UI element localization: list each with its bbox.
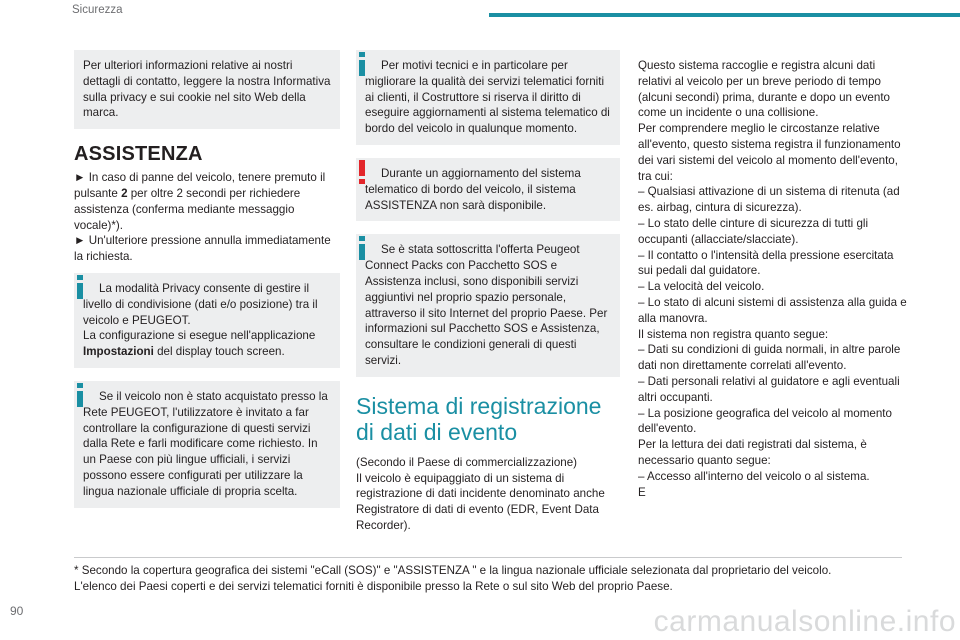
- info-icon: [356, 236, 368, 260]
- edr-country-note: (Secondo il Paese di commercializzazione): [356, 455, 578, 469]
- edr-paragraph: Per la lettura dei dati registrati dal sistema, è necessario quanto segue:: [638, 438, 867, 467]
- header-accent-bar: [489, 13, 960, 17]
- info-box-contact: [74, 50, 340, 129]
- edr-description: Il veicolo è equipaggiato di un sistema di registrazione di dati incidente denominato anche Registratore di dati di evento (EDR, Event Data Recorder).: [356, 471, 605, 532]
- assistance-step-2: ► Un'ulteriore pressione annulla immediatamente la richiesta.: [74, 234, 331, 264]
- page-number: 90: [10, 604, 24, 618]
- info-box-connect-packs: [356, 234, 620, 376]
- warning-icon: [356, 160, 368, 184]
- assistance-heading: ASSISTENZA: [74, 143, 203, 166]
- dealer-text: Se il veicolo non è stato acquistato presso la Rete PEUGEOT, l'utilizzatore è invitato a far controllare la configurazione di questi servizi dalla Rete e farli modificare come richiesto. In un Paese con più lingue ufficiali, i servizi possono essere configurati per utilizzare la lingua nazionale ufficiale di propria scelta.: [83, 389, 328, 498]
- footnote-line-1: * Secondo la copertura geografica dei sistemi "eCall (SOS)" e "ASSISTENZA " e la lingua nazionale ufficiale selezionata dal proprietario del veicolo.: [74, 564, 832, 577]
- edr-paragraph: Il sistema non registra quanto segue:: [638, 327, 829, 341]
- footnote: [74, 563, 914, 595]
- column-3: [638, 58, 908, 500]
- assistance-step-1: [74, 170, 340, 233]
- footnote-divider: [74, 557, 902, 558]
- edr-list-item: – La velocità del veicolo.: [638, 280, 765, 294]
- edr-list-item: – La posizione geografica del veicolo al momento dell'evento.: [638, 406, 892, 436]
- watermark: carmanualsonline.info: [653, 605, 956, 638]
- privacy-config-text: [83, 328, 331, 360]
- connect-packs-text: Se è stata sottoscritta l'offerta Peugeot Connect Packs con Pacchetto SOS e Assistenza inclusi, sono disponibili servizi aggiuntivi nel proprio spazio personale, attraverso il sito Internet del proprio Paese. Per informazioni sul Pacchetto SOS e Assistenza, consultare le condizioni generali di questi servizi.: [365, 243, 608, 367]
- edr-list-item: – Lo stato delle cinture di sicurezza di tutti gli occupanti (allacciate/slacciate).: [638, 216, 869, 246]
- updates-text: Per motivi tecnici e in particolare per migliorare la qualità dei servizi telematici forniti ai clienti, il Costruttore si riserva il diritto di eseguire aggiornamenti al sistema telematico di bordo del veicolo in qualunque momento.: [365, 59, 610, 136]
- edr-list-item: – Qualsiasi attivazione di un sistema di ritenuta (ad es. airbag, cintura di sicurezza).: [638, 185, 900, 215]
- step-1-text-b: per oltre 2 secondi per richiedere assistenza (conferma mediante messaggio vocale)*).: [74, 186, 301, 232]
- warning-box-unavailable: [356, 158, 620, 221]
- column-1: [74, 50, 340, 521]
- edr-heading: Sistema di registrazione di dati di evento: [356, 392, 602, 445]
- edr-intro: [356, 455, 620, 534]
- info-icon: [74, 275, 86, 299]
- settings-app-name: Impostazioni: [83, 345, 154, 359]
- edr-paragraph: E: [638, 485, 646, 499]
- info-box-dealer: [74, 381, 340, 508]
- info-icon: [356, 52, 368, 76]
- edr-paragraph: Questo sistema raccoglie e registra alcuni dati relativi al veicolo per un breve periodo di tempo (alcuni secondi) prima, durante e dopo un evento come un incidente o una collisione.: [638, 59, 890, 120]
- column-2: [356, 50, 620, 534]
- info-box-privacy: [74, 273, 340, 368]
- info-box-updates: [356, 50, 620, 145]
- edr-paragraph: Per comprendere meglio le circostanze relative all'evento, questo sistema registra il funzionamento dei vari sistemi del veicolo al momento dell'evento, tra cui:: [638, 122, 901, 183]
- edr-list-item: – Dati personali relativi al guidatore e agli eventuali altri occupanti.: [638, 374, 900, 404]
- contact-info-text: Per ulteriori informazioni relative ai nostri dettagli di contatto, leggere la nostra Informativa sulla privacy e sui cookie nel sito Web della marca.: [83, 59, 331, 120]
- footnote-line-2: L'elenco dei Paesi coperti e dei servizi telematici forniti è disponibile presso la Rete o sul sito Web del proprio Paese.: [74, 579, 673, 593]
- edr-list-item: – Lo stato di alcuni sistemi di assistenza alla guida e alla manovra.: [638, 295, 907, 325]
- running-header-section: Sicurezza: [72, 4, 123, 16]
- step-1-text-a: ► In caso di panne del veicolo, tenere premuto il pulsante: [74, 171, 326, 200]
- privacy-config-c: del display touch screen.: [153, 345, 285, 359]
- unavailable-text: Durante un aggiornamento del sistema telematico di bordo del veicolo, il sistema ASSISTENZA non sarà disponibile.: [365, 166, 581, 212]
- info-icon: [74, 383, 86, 407]
- privacy-text: La modalità Privacy consente di gestire il livello di condivisione (dati e/o posizione) tra il veicolo e PEUGEOT.: [83, 281, 318, 327]
- button-number: 2: [121, 186, 128, 200]
- edr-list-item: – Accesso all'interno del veicolo o al sistema.: [638, 469, 870, 483]
- assistance-instructions: [74, 170, 340, 265]
- edr-list-item: – Il contatto o l'intensità della pressione esercitata sui pedali dal guidatore.: [638, 248, 894, 278]
- edr-list-item: – Dati su condizioni di guida normali, in altre parole dati non direttamente correlati all'evento.: [638, 343, 901, 373]
- privacy-config-a: La configurazione si esegue nell'applicazione: [83, 329, 316, 343]
